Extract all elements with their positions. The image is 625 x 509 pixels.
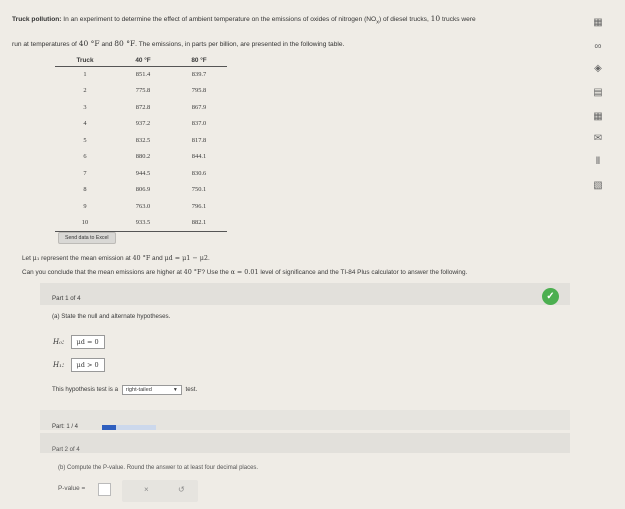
let-text-d: .	[208, 255, 210, 262]
truck-cell: 9	[83, 202, 87, 210]
temp40-cell: 880.2	[135, 153, 151, 161]
table-row	[55, 132, 227, 149]
intro-line1: In an experiment to determine the effect of ambient temperature on the emissions of oxides of nitrogen (NO	[63, 16, 377, 23]
grid-icon[interactable]: ▦	[593, 111, 603, 122]
temp80-cell: 796.1	[191, 202, 207, 210]
part2-title: Part 2 of 4	[52, 447, 80, 453]
test-type-line	[52, 385, 197, 395]
clear-icon[interactable]: ×	[144, 485, 149, 494]
problem-label: Truck pollution:	[12, 16, 62, 23]
table-row	[55, 215, 227, 232]
temp40-cell: 832.5	[135, 136, 151, 144]
test-prefix: This hypothesis test is a	[52, 386, 119, 393]
truck-cell: 6	[83, 153, 87, 161]
progress-fill	[102, 425, 116, 430]
table-header-row	[55, 56, 227, 66]
send-to-excel-button[interactable]: Send data to Excel	[58, 232, 116, 244]
progress-label: Part: 1 / 4	[52, 424, 79, 430]
answer-actions	[122, 480, 198, 502]
h1-label: H₁	[53, 361, 62, 369]
intro-line2b: and	[99, 41, 115, 49]
part2-instruction: (b) Compute the P-value. Round the answer to at least four decimal places.	[58, 465, 259, 471]
infinity-icon[interactable]: ∞	[594, 41, 602, 52]
h0-input[interactable]: μd = 0	[71, 335, 105, 349]
temp80-cell: 817.8	[191, 136, 207, 144]
compass-icon[interactable]: ◈	[594, 63, 602, 74]
alternate-hypothesis: H₁: μd > 0	[53, 358, 105, 372]
test-suffix: test.	[185, 386, 198, 393]
table-row	[55, 116, 227, 133]
intro-line2a: run at temperatures of	[12, 41, 79, 49]
temp40-cell: 937.2	[135, 120, 151, 128]
question-b: ? Use the	[201, 269, 231, 276]
pvalue-label: P-value =	[58, 485, 86, 492]
temp80-cell: 830.6	[191, 169, 207, 177]
temp40-cell: 933.5	[135, 219, 151, 226]
emissions-table	[55, 56, 227, 232]
truck-cell: 1	[83, 71, 87, 78]
let-text-a: Let	[22, 255, 33, 262]
h1-input[interactable]: μd > 0	[71, 358, 105, 372]
table-row	[55, 198, 227, 215]
temp40-cell: 806.9	[135, 186, 151, 194]
alpha-value: α = 0.01	[230, 268, 259, 276]
temp40-cell: 775.8	[135, 87, 151, 95]
test-type-value: right-tailed	[125, 387, 152, 393]
intro-line2c: . The emissions, in parts per billion, are presented in the following table.	[135, 41, 345, 49]
test-type-select[interactable]	[122, 385, 182, 395]
mud-definition: μd = μ1 − μ2	[164, 254, 209, 262]
temp80-cell: 867.9	[191, 103, 207, 111]
temp80-cell: 837.0	[191, 120, 207, 128]
question-temp: 40 °F	[183, 268, 202, 276]
temp80-cell: 750.1	[191, 186, 207, 194]
nox-subscript: x	[376, 19, 379, 26]
mu1-symbol: μ₁	[32, 254, 40, 262]
mail-icon[interactable]: ✉	[593, 133, 603, 144]
table-row	[55, 165, 227, 182]
table-row	[55, 182, 227, 199]
truck-cell: 3	[83, 103, 87, 111]
let-text-b: represent the mean emission at	[39, 255, 133, 262]
part1-instruction: (a) State the null and alternate hypotheses.	[52, 313, 171, 320]
progress-bar	[102, 425, 156, 430]
truck-cell: 4	[83, 120, 87, 128]
temp80-cell: 795.8	[191, 87, 207, 95]
truck-cell: 5	[83, 136, 87, 144]
temp80-cell: 882.1	[191, 219, 207, 226]
let-text-c: and	[150, 255, 165, 262]
part1-title: Part 1 of 4	[52, 295, 81, 302]
h0-label: H₀	[53, 338, 62, 346]
temp40-cell: 872.8	[135, 103, 151, 111]
table-row	[55, 66, 227, 83]
temp80-cell: 844.1	[191, 153, 207, 161]
temp40-cell: 763.0	[135, 202, 151, 210]
truck-cell: 7	[83, 169, 87, 177]
table-row	[55, 149, 227, 166]
truck-cell: 8	[83, 186, 87, 194]
temp40-cell: 944.5	[135, 169, 151, 177]
temp80-cell: 839.7	[191, 71, 207, 78]
intro-line1c: trucks were	[440, 16, 476, 23]
table-row	[55, 83, 227, 100]
temp40-cell: 851.4	[135, 71, 151, 78]
undo-icon[interactable]: ↺	[178, 485, 185, 494]
null-hypothesis: H₀: μd = 0	[53, 335, 105, 349]
let-temp: 40 °F	[132, 254, 151, 262]
pvalue-input[interactable]	[98, 483, 111, 496]
header-80f: 80 °F	[191, 57, 207, 65]
question-text	[22, 268, 467, 276]
truck-cell: 10	[81, 219, 89, 226]
header-40f: 40 °F	[135, 57, 151, 65]
stats-icon[interactable]: Ⅱ	[595, 156, 601, 167]
temp-80: 80 °F	[114, 39, 136, 49]
dropdown-arrow-icon: ▼	[172, 387, 178, 393]
part1-header	[40, 283, 570, 305]
table-row	[55, 99, 227, 116]
calculator-icon[interactable]: ▦	[593, 17, 603, 28]
problem-intro	[12, 8, 572, 56]
temp-40: 40 °F	[78, 39, 100, 49]
let-statement	[22, 254, 210, 262]
part2-header	[40, 433, 570, 453]
check-icon: ✓	[542, 288, 559, 305]
table-icon[interactable]: ▧	[593, 180, 603, 191]
chart-icon[interactable]: ▤	[593, 87, 603, 98]
intro-line1b: ) of diesel trucks,	[378, 16, 431, 23]
header-truck: Truck	[76, 57, 94, 65]
question-c: level of significance and the TI-84 Plus calculator to answer the following.	[258, 269, 468, 276]
truck-count: 10	[430, 14, 441, 23]
question-a: Can you conclude that the mean emissions are higher at	[22, 269, 184, 276]
truck-cell: 2	[83, 87, 87, 95]
